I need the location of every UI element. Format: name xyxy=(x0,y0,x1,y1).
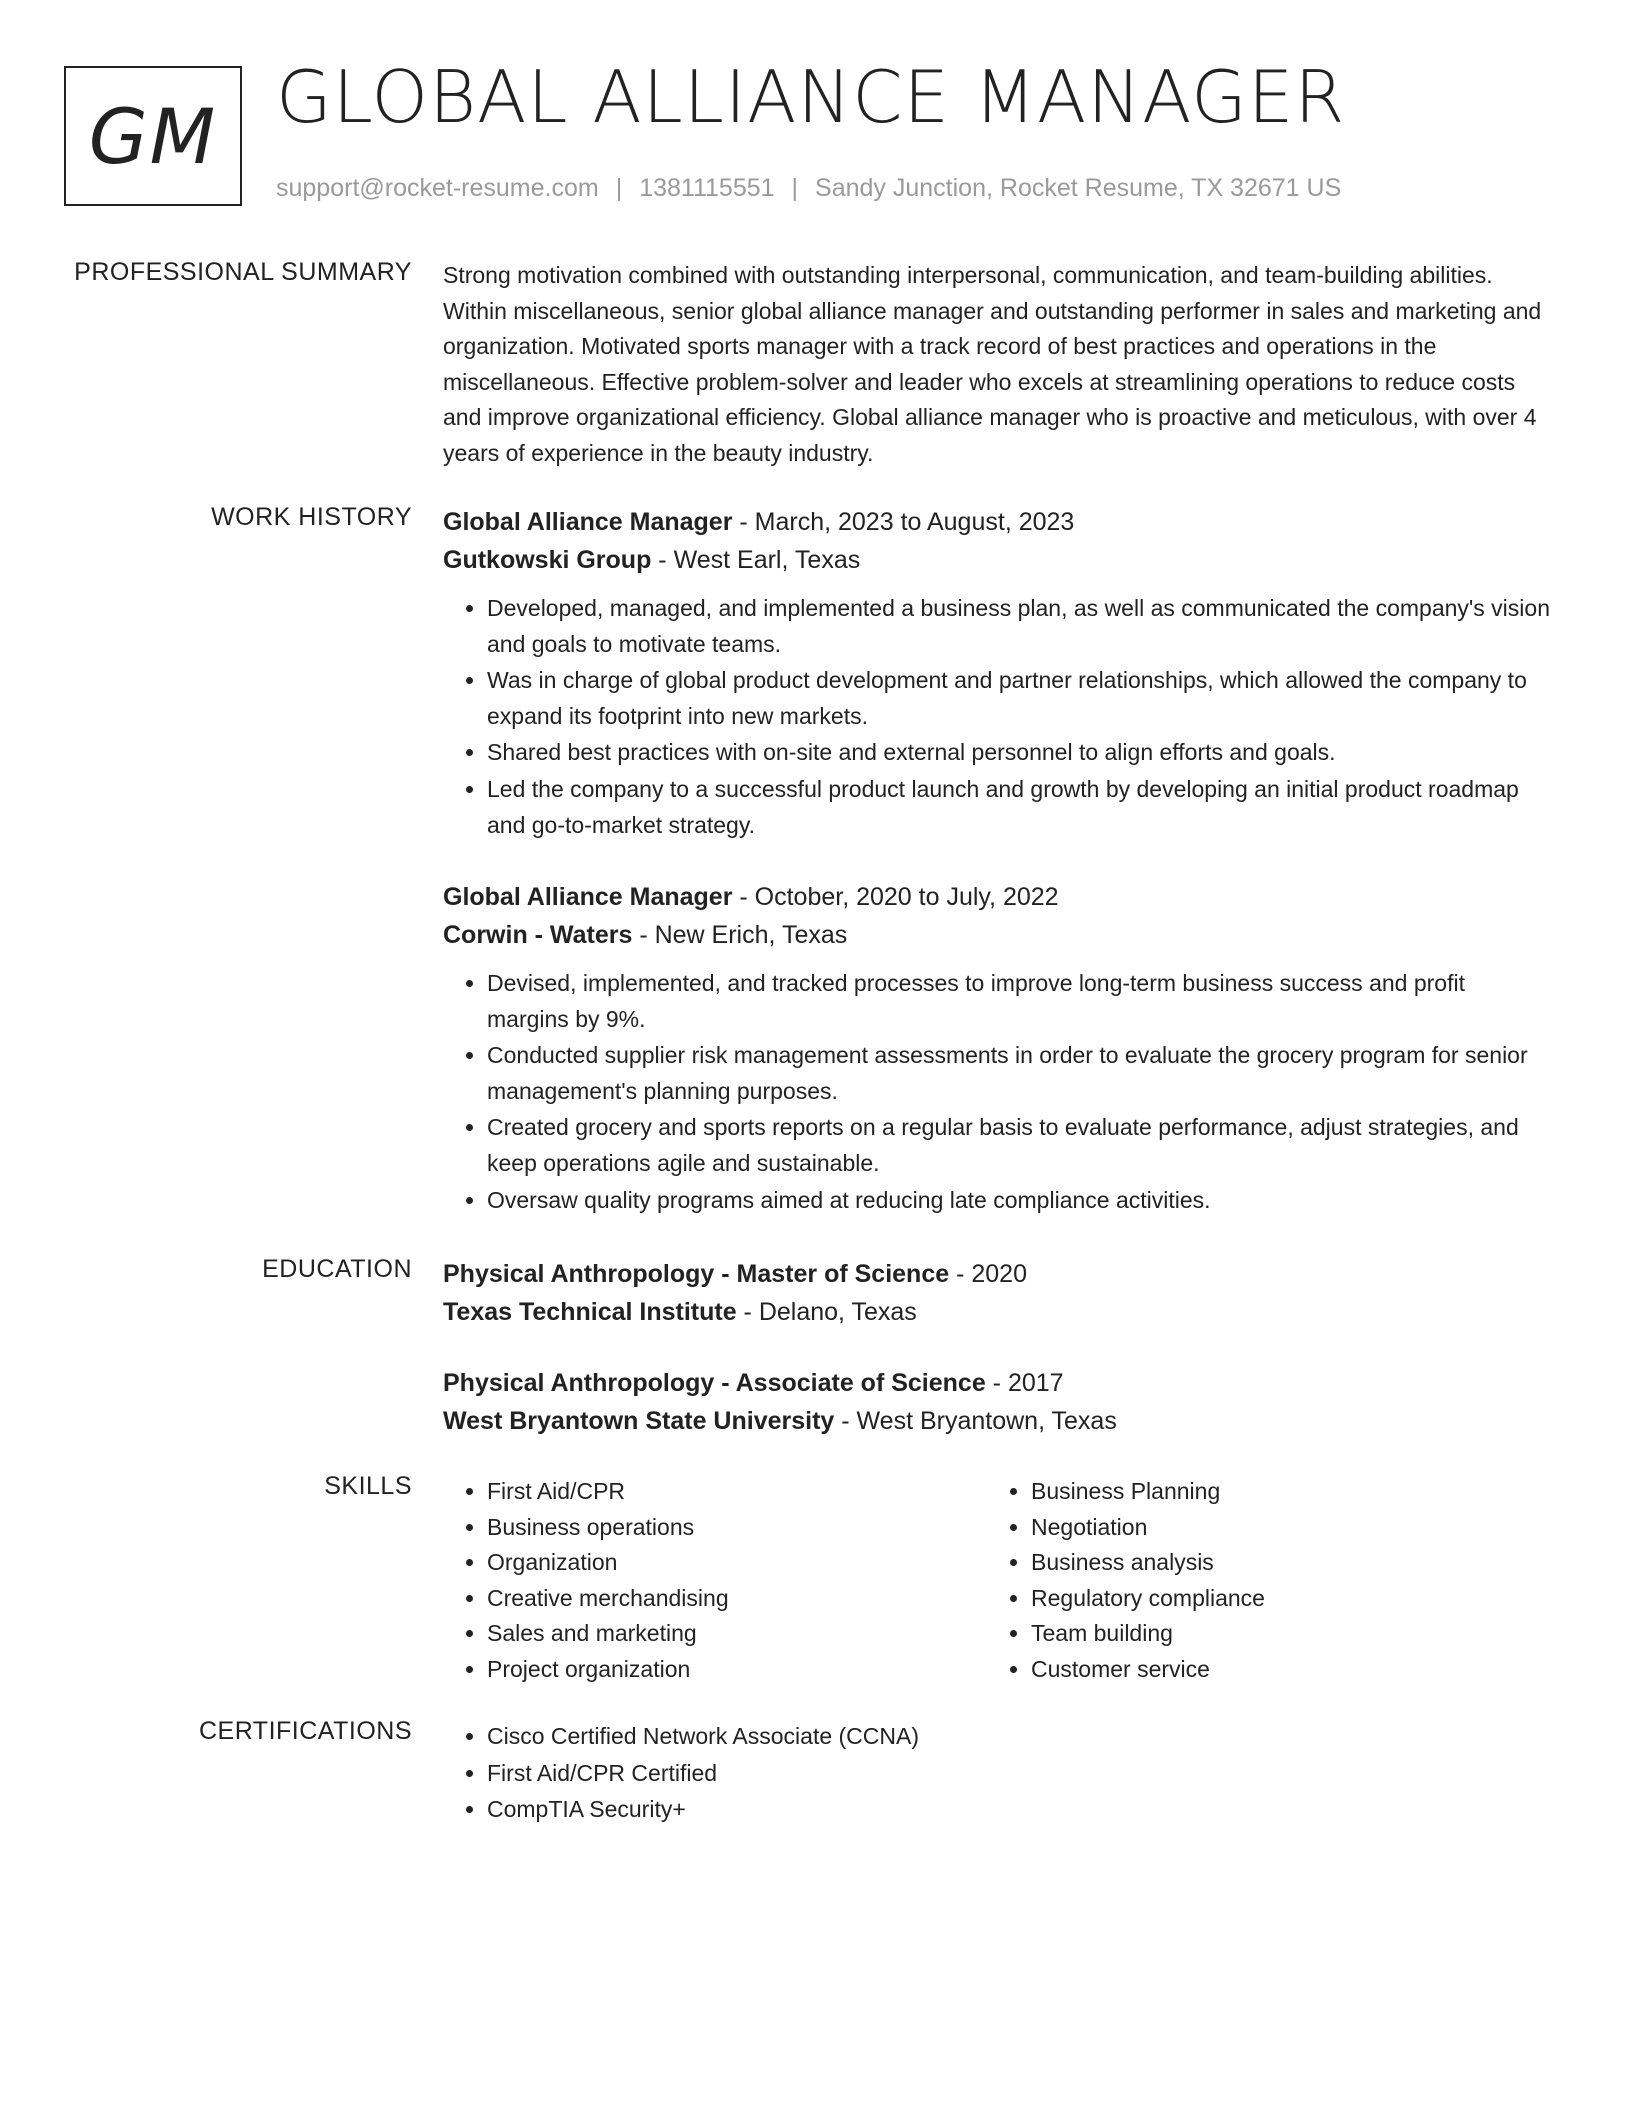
certifications-list xyxy=(443,1719,1553,1828)
job-company: Corwin - Waters xyxy=(443,921,633,949)
job-bullets xyxy=(443,591,1553,843)
list-item: • Shared best practices with on-site and external personnel to align efforts and goals. xyxy=(487,735,1553,771)
school-location: - Delano, Texas xyxy=(736,1298,917,1326)
degree-line xyxy=(443,1364,1553,1402)
job-entry xyxy=(443,503,1553,843)
job-company-line xyxy=(443,541,1553,579)
contact-phone[interactable]: 1381115551 xyxy=(639,174,775,202)
section-heading: SKILLS xyxy=(324,1472,412,1500)
summary-text: Strong motivation combined with outstanding interpersonal, communication, and team-building abilities. Within miscellaneous, senior global alliance manager and outstanding performer in sales and marketing and organization. Motivated sports manager with a track record of best practices and operations in the miscellaneous. Effective problem-solver and leader who excels at streamlining operations to reduce costs and improve organizational efficiency. Global alliance manager who is proactive and meticulous, with over 4 years of experience in the beauty industry. xyxy=(443,262,1542,466)
skills-list-right xyxy=(987,1474,1531,1688)
degree: Physical Anthropology - Associate of Science xyxy=(443,1369,986,1397)
contact-address: Sandy Junction, Rocket Resume, TX 32671 US xyxy=(815,174,1342,202)
school: Texas Technical Institute xyxy=(443,1298,737,1326)
degree: Physical Anthropology - Master of Science xyxy=(443,1260,950,1288)
contact-separator: | xyxy=(615,174,623,202)
contact-separator: | xyxy=(791,174,799,202)
list-item: • Devised, implemented, and tracked processes to improve long-term business success and profit margins by 9%. xyxy=(487,966,1553,1037)
skills-columns xyxy=(443,1474,1553,1688)
list-item: • Customer service xyxy=(1031,1652,1531,1688)
skills-list-left xyxy=(443,1474,987,1688)
monogram-logo: GM xyxy=(64,66,242,206)
job-company: Gutkowski Group xyxy=(443,546,652,574)
list-item: • Cisco Certified Network Associate (CCNA) xyxy=(487,1719,1553,1755)
list-item: • Business analysis xyxy=(1031,1545,1531,1581)
list-item: • Regulatory compliance xyxy=(1031,1581,1531,1617)
list-item: • Was in charge of global product development and partner relationships, which allowed the company to expand its footprint into new markets. xyxy=(487,663,1553,734)
job-location: - New Erich, Texas xyxy=(632,921,848,949)
list-item: • Oversaw quality programs aimed at reducing late compliance activities. xyxy=(487,1183,1553,1219)
list-item: • Team building xyxy=(1031,1616,1531,1652)
section-heading: PROFESSIONAL SUMMARY xyxy=(74,258,412,286)
job-title-line xyxy=(443,878,1553,916)
list-item: • Conducted supplier risk management assessments in order to evaluate the grocery program for senior management's planning purposes. xyxy=(487,1038,1553,1109)
contact-line xyxy=(276,174,1341,203)
list-item: • Organization xyxy=(487,1545,987,1581)
job-title-line xyxy=(443,503,1553,541)
section-heading: WORK HISTORY xyxy=(211,503,412,531)
school-line xyxy=(443,1402,1553,1440)
section-heading: CERTIFICATIONS xyxy=(198,1717,412,1745)
school: West Bryantown State University xyxy=(443,1407,835,1435)
list-item: • Business Planning xyxy=(1031,1474,1531,1510)
education-entry xyxy=(443,1364,1553,1440)
degree-line xyxy=(443,1255,1553,1293)
list-item: • Creative merchandising xyxy=(487,1581,987,1617)
list-item: • Developed, managed, and implemented a business plan, as well as communicated the company's vision and goals to motivate teams. xyxy=(487,591,1553,662)
list-item: • First Aid/CPR xyxy=(487,1474,987,1510)
job-dates: - March, 2023 to August, 2023 xyxy=(732,508,1075,536)
job-entry xyxy=(443,878,1553,1218)
list-item: • Negotiation xyxy=(1031,1510,1531,1546)
job-title: Global Alliance Manager xyxy=(443,508,733,536)
contact-email[interactable]: support@rocket-resume.com xyxy=(276,174,599,202)
education-entry xyxy=(443,1255,1553,1331)
list-item: • Sales and marketing xyxy=(487,1616,987,1652)
school-line xyxy=(443,1293,1553,1331)
job-location: - West Earl, Texas xyxy=(651,546,861,574)
page-title: GLOBAL ALLIANCE MANAGER xyxy=(276,55,1346,139)
degree-year: - 2020 xyxy=(949,1260,1027,1288)
school-location: - West Bryantown, Texas xyxy=(834,1407,1117,1435)
section-heading: EDUCATION xyxy=(262,1255,412,1283)
list-item: • CompTIA Security+ xyxy=(487,1792,1553,1828)
job-company-line xyxy=(443,916,1553,954)
list-item: • Project organization xyxy=(487,1652,987,1688)
job-title: Global Alliance Manager xyxy=(443,883,733,911)
job-bullets xyxy=(443,966,1553,1218)
degree-year: - 2017 xyxy=(985,1369,1064,1397)
list-item: • First Aid/CPR Certified xyxy=(487,1756,1553,1792)
job-dates: - October, 2020 to July, 2022 xyxy=(732,883,1059,911)
list-item: • Created grocery and sports reports on a regular basis to evaluate performance, adjust strategies, and keep operations agile and sustainable. xyxy=(487,1110,1553,1181)
list-item: • Led the company to a successful product launch and growth by developing an initial product roadmap and go-to-market strategy. xyxy=(487,772,1553,843)
list-item: • Business operations xyxy=(487,1510,987,1546)
